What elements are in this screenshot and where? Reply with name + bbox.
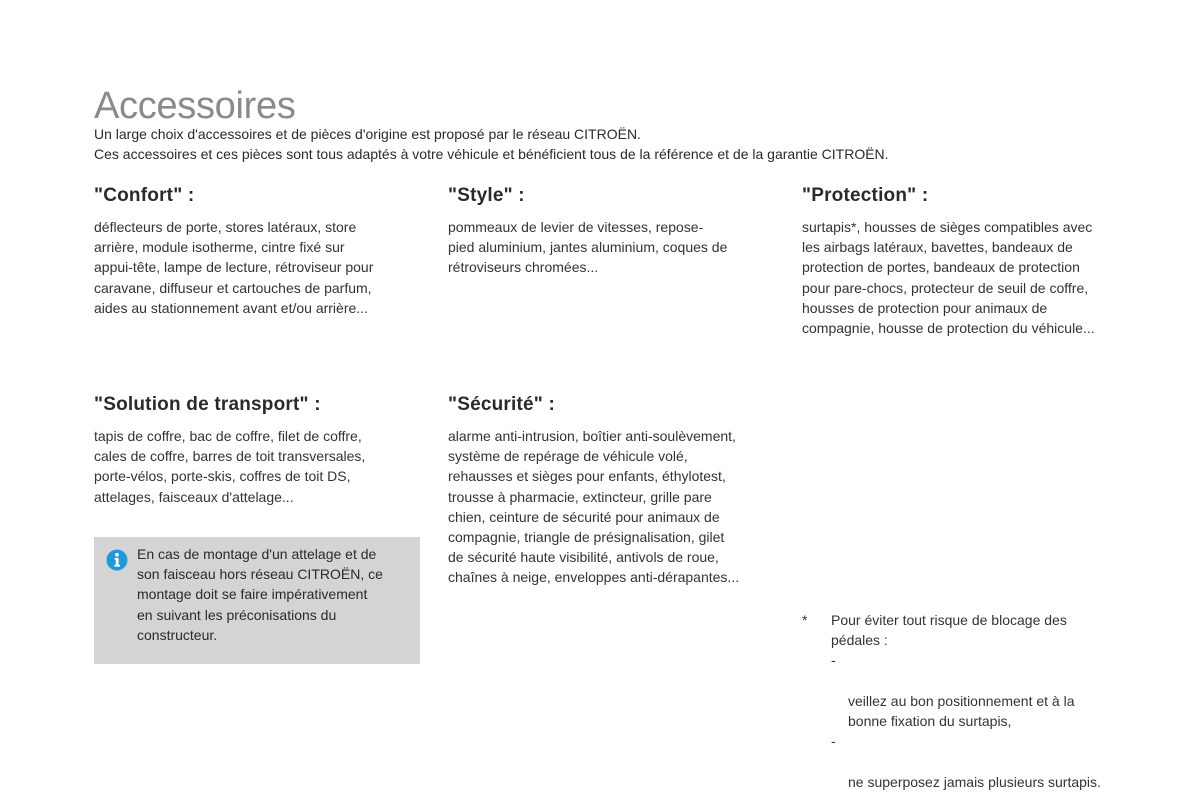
- section-heading-securite: "Sécurité" :: [448, 394, 556, 415]
- footnote-item-text: ne superposez jamais plusieurs surtapis.: [848, 773, 1101, 790]
- intro-line-1: Un large choix d'accessoires et de pièces d'origine est proposé par le réseau CITROËN.: [94, 126, 641, 142]
- section-protection: [802, 184, 1132, 338]
- section-style: [448, 184, 778, 278]
- footnote-bullet: -: [831, 652, 836, 669]
- section-securite: [448, 393, 778, 588]
- section-heading-style: "Style" :: [448, 185, 525, 206]
- section-solution-transport: [94, 393, 424, 507]
- info-icon: [106, 549, 128, 571]
- footnote: [802, 610, 1142, 792]
- page-title: Accessoires: [94, 85, 296, 127]
- section-heading-confort: "Confort" :: [94, 185, 195, 206]
- info-box-text: En cas de montage d'un attelage et de son faisceau hors réseau CITROËN, ce montage doit se faire impérativement en suivant les préconisations du constructeur.: [137, 546, 383, 643]
- intro-text: [94, 124, 889, 164]
- section-heading-protection: "Protection" :: [802, 185, 929, 206]
- intro-line-2: Ces accessoires et ces pièces sont tous adaptés à votre véhicule et bénéficient tous de la référence et de la garantie CITROËN.: [94, 146, 889, 162]
- info-box: [94, 537, 420, 664]
- section-text-securite: alarme anti-intrusion, boîtier anti-soulèvement, système de repérage de véhicule volé, rehausses et sièges pour enfants, éthylotest, trousse à pharmacie, extincteur, grille pare chien, ceinture de sécurité pour animaux de compagnie, triangle de présignalisation, gilet de sécurité haute visibilité, antivols de roue, chaînes à neige, enveloppes anti-dérapantes...: [448, 428, 740, 586]
- section-confort: [94, 184, 424, 318]
- footnote-list-item: [831, 731, 1142, 792]
- footnote-list: [802, 650, 1142, 791]
- section-text-confort: déflecteurs de porte, stores latéraux, store arrière, module isotherme, cintre fixé sur appui-tête, lampe de lecture, rétroviseur pour caravane, diffuseur et cartouches de parfum, aides au stationnement avant et/ou arrière...: [94, 219, 374, 316]
- section-text-protection: surtapis*, housses de sièges compatibles avec les airbags latéraux, bavettes, bandeaux de protection de portes, bandeaux de protection pour pare-chocs, protecteur de seuil de coffre, housses de protection pour animaux de compagnie, housse de protection du véhicule...: [802, 219, 1095, 337]
- section-heading-solution-transport: "Solution de transport" :: [94, 394, 321, 415]
- section-text-solution-transport: tapis de coffre, bac de coffre, filet de coffre, cales de coffre, barres de toit transversales, porte-vélos, porte-skis, coffres de toit DS, attelages, faisceaux d'attelage...: [94, 428, 366, 505]
- footnote-marker: *: [802, 612, 808, 628]
- section-text-style: pommeaux de levier de vitesses, repose- pied aluminium, jantes aluminium, coques de rétroviseurs chromées...: [448, 219, 728, 276]
- footnote-item-text: veillez au bon positionnement et à la bonne fixation du surtapis,: [848, 692, 1075, 730]
- footnote-bullet: -: [831, 733, 836, 750]
- footnote-text: Pour éviter tout risque de blocage des pédales :: [831, 612, 1067, 649]
- footnote-list-item: [831, 650, 1142, 731]
